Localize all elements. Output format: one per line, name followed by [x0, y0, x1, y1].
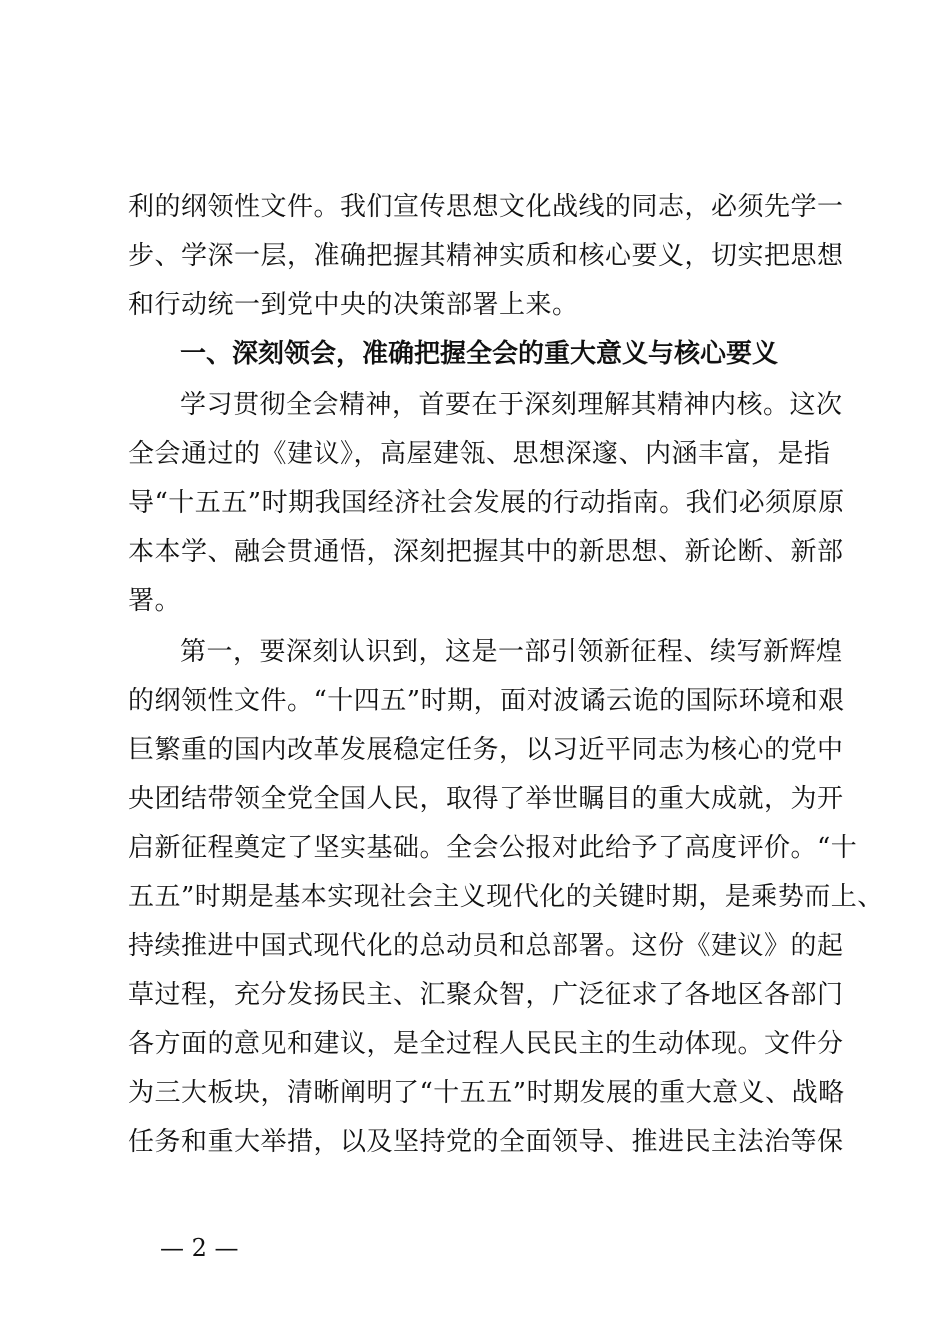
paragraph2-line-2: 的纲领性文件。“十四五”时期，面对波谲云诡的国际环境和艰	[128, 686, 845, 716]
paragraph1-line-3: 导“十五五”时期我国经济社会发展的行动指南。我们必须原原	[128, 488, 845, 518]
paragraph2-line-1: 第一，要深刻认识到，这是一部引领新征程、续写新辉煌	[180, 637, 843, 667]
paragraph2-line-6: 五五”时期是基本实现社会主义现代化的关键时期，是乘势而上、	[128, 882, 884, 912]
paragraph2-line-5: 启新征程奠定了坚实基础。全会公报对此给予了高度评价。“十	[128, 833, 858, 863]
intro-line-2: 步、学深一层，准确把握其精神实质和核心要义，切实把思想	[128, 241, 844, 271]
intro-line-1: 利的纲领性文件。我们宣传思想文化战线的同志，必须先学一	[128, 192, 844, 222]
paragraph2-line-4: 央团结带领全党全国人民，取得了举世瞩目的重大成就，为开	[128, 784, 844, 814]
paragraph1-line-5: 署。	[128, 586, 182, 616]
paragraph1-line-1: 学习贯彻全会精神，首要在于深刻理解其精神内核。这次	[180, 390, 843, 420]
intro-line-3: 和行动统一到党中央的决策部署上来。	[128, 290, 579, 320]
paragraph1-line-4: 本本学、融会贯通悟，深刻把握其中的新思想、新论断、新部	[128, 537, 844, 567]
paragraph1-line-2: 全会通过的《建议》，高屋建瓴、思想深邃、内涵丰富，是指	[128, 439, 831, 469]
paragraph2-line-3: 巨繁重的国内改革发展稳定任务，以习近平同志为核心的党中	[128, 735, 844, 765]
paragraph2-line-9: 各方面的意见和建议，是全过程人民民主的生动体现。文件分	[128, 1029, 844, 1059]
page-number: — 2 —	[160, 1234, 239, 1262]
paragraph2-line-7: 持续推进中国式现代化的总动员和总部署。这份《建议》的起	[128, 931, 844, 961]
paragraph2-line-10: 为三大板块，清晰阐明了“十五五”时期发展的重大意义、战略	[128, 1078, 845, 1108]
paragraph2-line-8: 草过程，充分发扬民主、汇聚众智，广泛征求了各地区各部门	[128, 980, 844, 1010]
section-heading: 一、深刻领会，准确把握全会的重大意义与核心要义	[180, 339, 779, 369]
paragraph2-line-11: 任务和重大举措，以及坚持党的全面领导、推进民主法治等保	[128, 1127, 844, 1157]
